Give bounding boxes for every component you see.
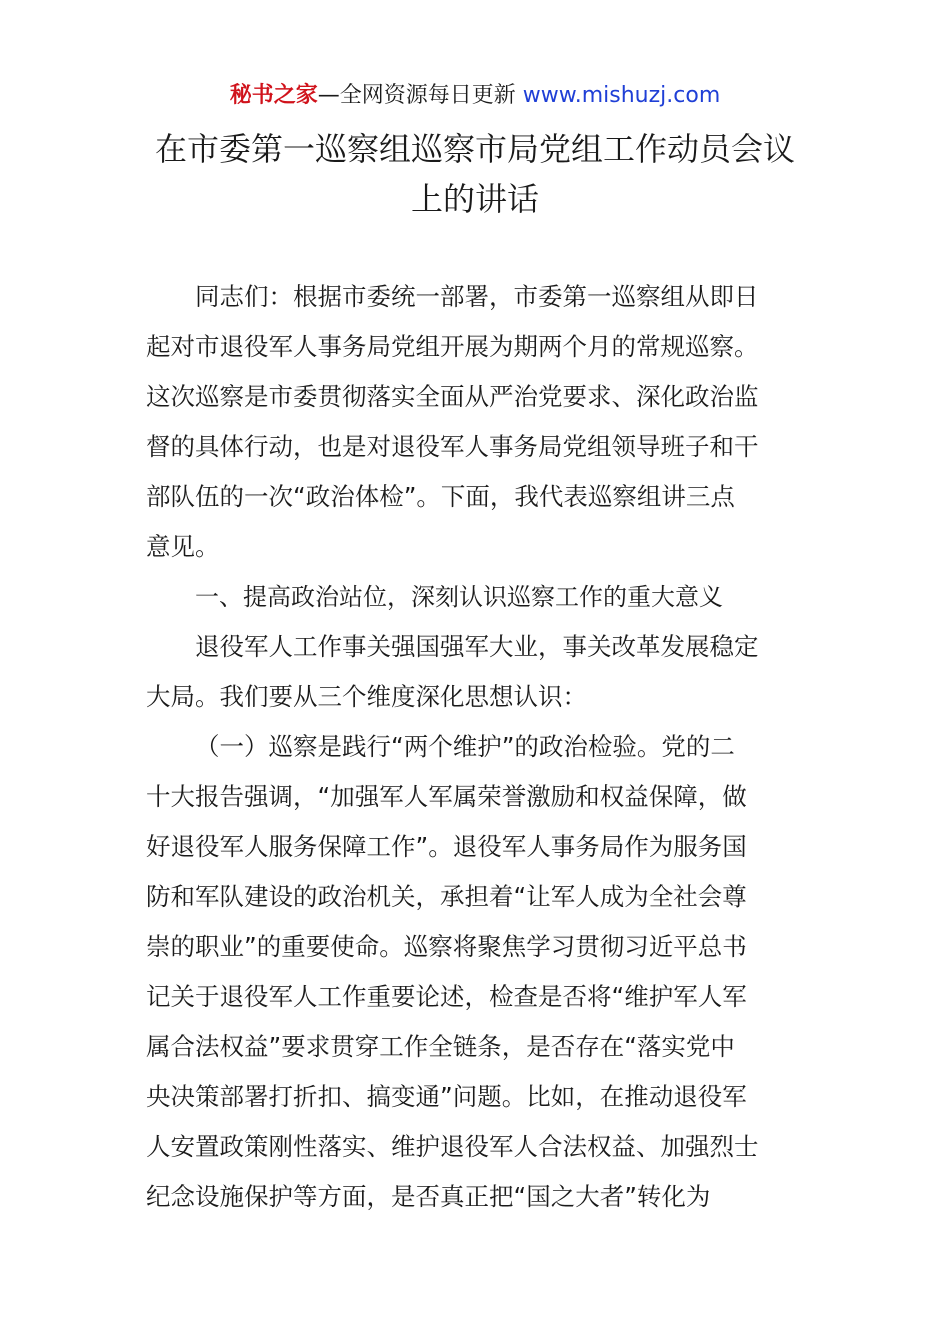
body-line: 部队伍的一次“政治体检”。下面，我代表巡察组讲三点 — [146, 482, 735, 511]
document-title — [0, 124, 950, 224]
body-line: 好退役军人服务保障工作”。退役军人事务局作为服务国 — [146, 832, 747, 861]
body-line: 督的具体行动，也是对退役军人事务局党组领导班子和干 — [146, 432, 759, 461]
body-line: 大局。我们要从三个维度深化思想认识： — [146, 682, 587, 711]
header-tagline: —全网资源每日更新 — [317, 83, 523, 108]
body-line: 同志们：根据市委统一部署，市委第一巡察组从即日 — [195, 282, 759, 311]
body-line: 属合法权益”要求贯穿工作全链条，是否存在“落实党中 — [146, 1032, 735, 1061]
body-line: 央决策部署打折扣、搞变通”问题。比如，在推动退役军 — [146, 1082, 747, 1111]
title-line-2: 上的讲话 — [410, 180, 539, 218]
site-header — [0, 80, 950, 112]
body-line: 记关于退役军人工作重要论述，检查是否将“维护军人军 — [146, 982, 747, 1011]
body-line: 崇的职业”的重要使命。巡察将聚焦学习贯彻习近平总书 — [146, 932, 747, 961]
document-body — [146, 272, 806, 1222]
body-line: 起对市退役军人事务局党组开展为期两个月的常规巡察。 — [146, 332, 759, 361]
body-line: 纪念设施保护等方面，是否真正把“国之大者”转化为 — [146, 1182, 711, 1211]
brand-name: 秘书之家 — [229, 83, 318, 108]
body-line: 防和军队建设的政治机关，承担着“让军人成为全社会尊 — [146, 882, 747, 911]
body-line: 十大报告强调，“加强军人军属荣誉激励和权益保障，做 — [146, 782, 747, 811]
body-line: （一）巡察是践行“两个维护”的政治检验。党的二 — [195, 732, 735, 761]
title-line-1: 在市委第一巡察组巡察市局党组工作动员会议 — [154, 130, 795, 168]
site-url-link[interactable]: www.mishuzj.com — [522, 83, 721, 108]
body-line: 意见。 — [146, 532, 220, 561]
section-heading: 一、提高政治站位，深刻认识巡察工作的重大意义 — [195, 583, 723, 611]
body-line: 这次巡察是市委贯彻落实全面从严治党要求、深化政治监 — [146, 382, 759, 411]
body-line: 退役军人工作事关强国强军大业，事关改革发展稳定 — [195, 632, 759, 661]
body-line: 人安置政策刚性落实、维护退役军人合法权益、加强烈士 — [146, 1132, 759, 1161]
